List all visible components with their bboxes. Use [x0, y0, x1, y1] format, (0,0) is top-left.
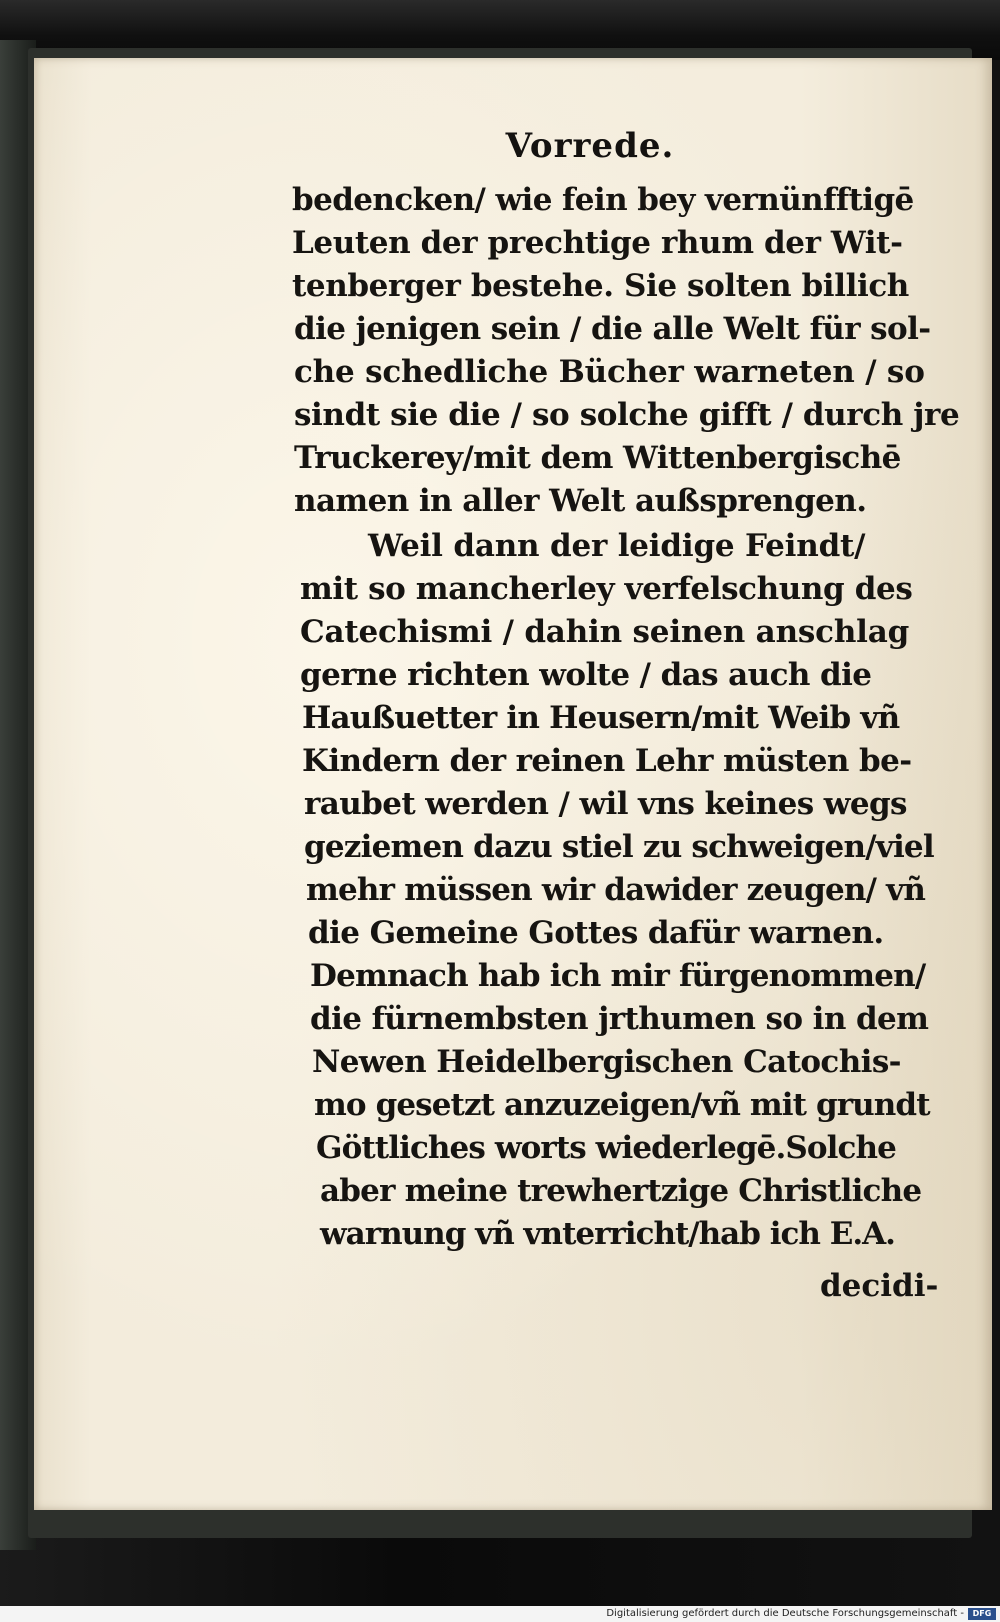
- text-line: Weil dann der leidige Feindt/: [368, 528, 866, 564]
- catchword: decidi-: [820, 1268, 939, 1304]
- text-line: mehr müssen wir dawider zeugen/ vñ: [306, 872, 926, 908]
- text-line: che schedliche Bücher warneten / so: [294, 354, 925, 390]
- text-line: Haußuetter in Heusern/mit Weib vñ: [302, 700, 900, 736]
- text-line: Leuten der prechtige rhum der Wit-: [292, 225, 903, 261]
- text-line: mit so mancherley verfelschung des: [300, 571, 913, 607]
- dfg-logo: DFG: [968, 1608, 996, 1620]
- text-line: Demnach hab ich mir fürgenommen/: [310, 958, 926, 994]
- text-line: Catechismi / dahin seinen anschlag: [300, 614, 910, 650]
- text-line: die Gemeine Gottes dafür warnen.: [308, 915, 884, 951]
- page-heading: Vorrede.: [505, 126, 675, 166]
- text-line: tenberger bestehe. Sie solten billich: [292, 268, 909, 304]
- text-line: aber meine trewhertzige Christliche: [320, 1173, 922, 1209]
- text-line: raubet werden / wil vns keines wegs: [304, 786, 907, 822]
- text-line: die jenigen sein / die alle Welt für sol-: [294, 311, 931, 347]
- text-line: geziemen dazu stiel zu schweigen/viel: [304, 829, 934, 865]
- text-line: warnung vñ vnterricht/hab ich E.A.: [320, 1216, 895, 1252]
- footer-bar: [0, 1606, 1000, 1622]
- text-line: mo gesetzt anzuzeigen/vñ mit grundt: [314, 1087, 930, 1123]
- text-line: gerne richten wolte / das auch die: [300, 657, 872, 693]
- text-line: Göttliches worts wiederlegē.Solche: [316, 1130, 896, 1166]
- text-line: namen in aller Welt außsprengen.: [294, 483, 867, 519]
- text-line: die fürnembsten jrthumen so in dem: [310, 1001, 929, 1037]
- text-line: bedencken/ wie fein bey vernünfftigē: [292, 182, 914, 218]
- text-line: Kindern der reinen Lehr müsten be-: [302, 743, 912, 779]
- text-line: Truckerey/mit dem Wittenbergischē: [294, 440, 901, 476]
- funding-credit: Digitalisierung gefördert durch die Deutsche Forschungsgemeinschaft -: [606, 1608, 964, 1619]
- text-line: Newen Heidelbergischen Catochis-: [312, 1044, 901, 1080]
- text-line: sindt sie die / so solche gifft / durch jre: [294, 397, 960, 433]
